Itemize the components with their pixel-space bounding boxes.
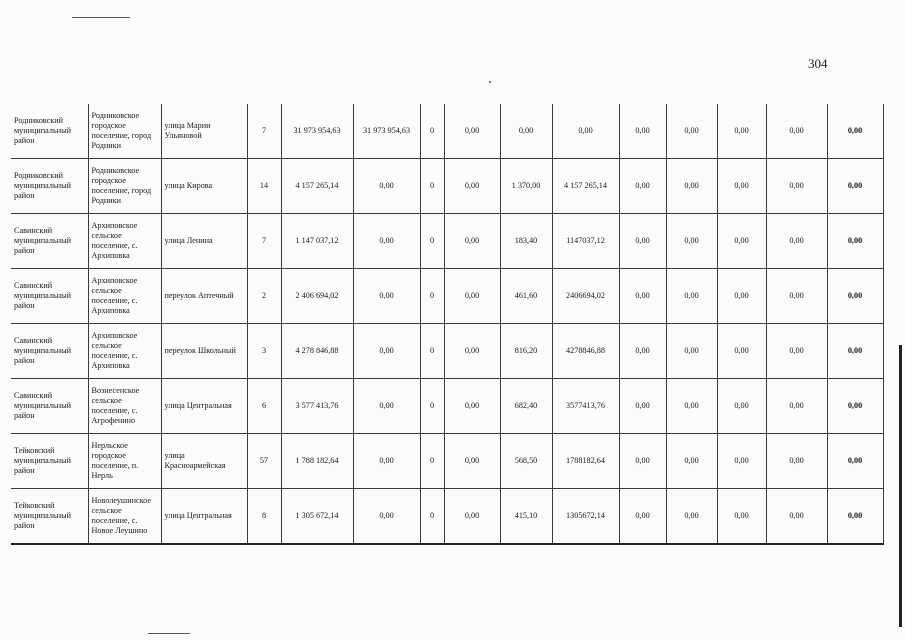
value-cell: 1788182,64 bbox=[552, 434, 619, 489]
house-number-cell: 8 bbox=[247, 489, 281, 545]
value-cell: 0,00 bbox=[619, 269, 666, 324]
table-row bbox=[11, 269, 883, 324]
value-cell: 0,00 bbox=[717, 104, 766, 159]
district-cell: Савинский муниципальный район bbox=[11, 324, 88, 379]
area-cell: 183,40 bbox=[500, 214, 552, 269]
street-cell: переулок Школьный bbox=[161, 324, 247, 379]
settlement-cell: Родниковское городское поселение, город Родники bbox=[88, 159, 161, 214]
value-cell: 0,00 bbox=[827, 269, 883, 324]
street-cell: улица Марии Ульяновой bbox=[161, 104, 247, 159]
value-cell: 0,00 bbox=[353, 159, 420, 214]
value-cell: 0,00 bbox=[827, 324, 883, 379]
total-cost-cell: 4 278 846,88 bbox=[281, 324, 353, 379]
settlement-cell: Вознесенское сельское поселение, с. Агрофенино bbox=[88, 379, 161, 434]
scan-mark-right-edge bbox=[899, 345, 902, 627]
value-cell: 0,00 bbox=[444, 379, 500, 434]
value-cell: 0,00 bbox=[666, 159, 717, 214]
settlement-cell: Новолеушинское сельское поселение, с. Новое Леушино bbox=[88, 489, 161, 545]
value-cell: 0 bbox=[420, 159, 444, 214]
value-cell: 0,00 bbox=[353, 489, 420, 545]
value-cell: 0,00 bbox=[666, 269, 717, 324]
district-cell: Савинский муниципальный район bbox=[11, 214, 88, 269]
total-cost-cell: 1 147 037,12 bbox=[281, 214, 353, 269]
table-row bbox=[11, 489, 883, 545]
value-cell: 0 bbox=[420, 269, 444, 324]
housing-registry-table bbox=[11, 104, 884, 545]
area-cell: 0,00 bbox=[500, 104, 552, 159]
value-cell: 0,00 bbox=[619, 159, 666, 214]
value-cell: 0,00 bbox=[766, 269, 827, 324]
street-cell: улица Кирова bbox=[161, 159, 247, 214]
value-cell: 0,00 bbox=[444, 324, 500, 379]
district-cell: Родниковский муниципальный район bbox=[11, 104, 88, 159]
value-cell: 0,00 bbox=[717, 434, 766, 489]
settlement-cell: Архиповское сельское поселение, с. Архиповка bbox=[88, 324, 161, 379]
value-cell: 1305672,14 bbox=[552, 489, 619, 545]
area-cell: 461,60 bbox=[500, 269, 552, 324]
total-cost-cell: 1 305 672,14 bbox=[281, 489, 353, 545]
value-cell: 0,00 bbox=[444, 104, 500, 159]
value-cell: 0 bbox=[420, 214, 444, 269]
house-number-cell: 7 bbox=[247, 104, 281, 159]
area-cell: 816,20 bbox=[500, 324, 552, 379]
table-row bbox=[11, 324, 883, 379]
total-cost-cell: 1 788 182,64 bbox=[281, 434, 353, 489]
value-cell: 0,00 bbox=[619, 434, 666, 489]
value-cell: 0 bbox=[420, 104, 444, 159]
page-number: 304 bbox=[808, 56, 828, 71]
value-cell: 0 bbox=[420, 489, 444, 545]
value-cell: 0,00 bbox=[353, 434, 420, 489]
value-cell: 0,00 bbox=[827, 379, 883, 434]
table-row bbox=[11, 379, 883, 434]
value-cell: 0,00 bbox=[552, 104, 619, 159]
settlement-cell: Родниковское городское поселение, город Родники bbox=[88, 104, 161, 159]
district-cell: Савинский муниципальный район bbox=[11, 269, 88, 324]
house-number-cell: 7 bbox=[247, 214, 281, 269]
value-cell: 31 973 954,63 bbox=[353, 104, 420, 159]
district-cell: Родниковский муниципальный район bbox=[11, 159, 88, 214]
value-cell: 0,00 bbox=[353, 214, 420, 269]
scan-mark-top bbox=[72, 17, 130, 18]
value-cell: 0,00 bbox=[717, 379, 766, 434]
area-cell: 682,40 bbox=[500, 379, 552, 434]
scan-mark-bottom bbox=[148, 633, 190, 634]
street-cell: улица Центральная bbox=[161, 489, 247, 545]
value-cell: 0,00 bbox=[619, 214, 666, 269]
street-cell: переулок Аптечный bbox=[161, 269, 247, 324]
value-cell: 0,00 bbox=[766, 324, 827, 379]
value-cell: 0,00 bbox=[827, 159, 883, 214]
settlement-cell: Архиповское сельское поселение, с. Архиповка bbox=[88, 269, 161, 324]
street-cell: улица Красноармейская bbox=[161, 434, 247, 489]
table-row bbox=[11, 214, 883, 269]
street-cell: улица Ленина bbox=[161, 214, 247, 269]
area-cell: 1 370,00 bbox=[500, 159, 552, 214]
house-number-cell: 14 bbox=[247, 159, 281, 214]
value-cell: 0,00 bbox=[717, 159, 766, 214]
value-cell: 4278846,88 bbox=[552, 324, 619, 379]
value-cell: 0,00 bbox=[353, 324, 420, 379]
value-cell: 0,00 bbox=[353, 379, 420, 434]
value-cell: 2406694,02 bbox=[552, 269, 619, 324]
value-cell: 0,00 bbox=[666, 434, 717, 489]
scan-dot bbox=[489, 81, 491, 83]
value-cell: 0,00 bbox=[619, 489, 666, 545]
value-cell: 0,00 bbox=[766, 159, 827, 214]
value-cell: 0,00 bbox=[827, 214, 883, 269]
value-cell: 0,00 bbox=[766, 214, 827, 269]
value-cell: 3577413,76 bbox=[552, 379, 619, 434]
house-number-cell: 6 bbox=[247, 379, 281, 434]
value-cell: 0,00 bbox=[666, 379, 717, 434]
value-cell: 0,00 bbox=[444, 269, 500, 324]
value-cell: 0,00 bbox=[444, 434, 500, 489]
value-cell: 0,00 bbox=[666, 214, 717, 269]
value-cell: 0,00 bbox=[619, 324, 666, 379]
table-row bbox=[11, 434, 883, 489]
total-cost-cell: 4 157 265,14 bbox=[281, 159, 353, 214]
value-cell: 4 157 265,14 bbox=[552, 159, 619, 214]
district-cell: Савинский муниципальный район bbox=[11, 379, 88, 434]
value-cell: 0,00 bbox=[717, 489, 766, 545]
value-cell: 0,00 bbox=[827, 434, 883, 489]
house-number-cell: 3 bbox=[247, 324, 281, 379]
district-cell: Тейковский муниципальный район bbox=[11, 489, 88, 545]
value-cell: 0,00 bbox=[717, 214, 766, 269]
value-cell: 0 bbox=[420, 434, 444, 489]
settlement-cell: Архиповское сельское поселение, с. Архиповка bbox=[88, 214, 161, 269]
area-cell: 415,10 bbox=[500, 489, 552, 545]
value-cell: 0,00 bbox=[353, 269, 420, 324]
value-cell: 0,00 bbox=[766, 379, 827, 434]
house-number-cell: 2 bbox=[247, 269, 281, 324]
value-cell: 1147037,12 bbox=[552, 214, 619, 269]
value-cell: 0 bbox=[420, 379, 444, 434]
total-cost-cell: 2 406 694,02 bbox=[281, 269, 353, 324]
value-cell: 0,00 bbox=[766, 434, 827, 489]
house-number-cell: 57 bbox=[247, 434, 281, 489]
value-cell: 0,00 bbox=[766, 489, 827, 545]
total-cost-cell: 31 973 954,63 bbox=[281, 104, 353, 159]
table-row bbox=[11, 159, 883, 214]
district-cell: Тейковский муниципальный район bbox=[11, 434, 88, 489]
value-cell: 0,00 bbox=[444, 214, 500, 269]
value-cell: 0,00 bbox=[827, 104, 883, 159]
table-row bbox=[11, 104, 883, 159]
total-cost-cell: 3 577 413,76 bbox=[281, 379, 353, 434]
value-cell: 0,00 bbox=[717, 269, 766, 324]
value-cell: 0,00 bbox=[666, 489, 717, 545]
value-cell: 0,00 bbox=[666, 104, 717, 159]
value-cell: 0,00 bbox=[717, 324, 766, 379]
value-cell: 0,00 bbox=[619, 379, 666, 434]
settlement-cell: Нерльское городское поселение, п. Нерль bbox=[88, 434, 161, 489]
value-cell: 0,00 bbox=[444, 489, 500, 545]
street-cell: улица Центральная bbox=[161, 379, 247, 434]
value-cell: 0 bbox=[420, 324, 444, 379]
value-cell: 0,00 bbox=[619, 104, 666, 159]
area-cell: 568,50 bbox=[500, 434, 552, 489]
value-cell: 0,00 bbox=[827, 489, 883, 545]
value-cell: 0,00 bbox=[444, 159, 500, 214]
value-cell: 0,00 bbox=[766, 104, 827, 159]
value-cell: 0,00 bbox=[666, 324, 717, 379]
